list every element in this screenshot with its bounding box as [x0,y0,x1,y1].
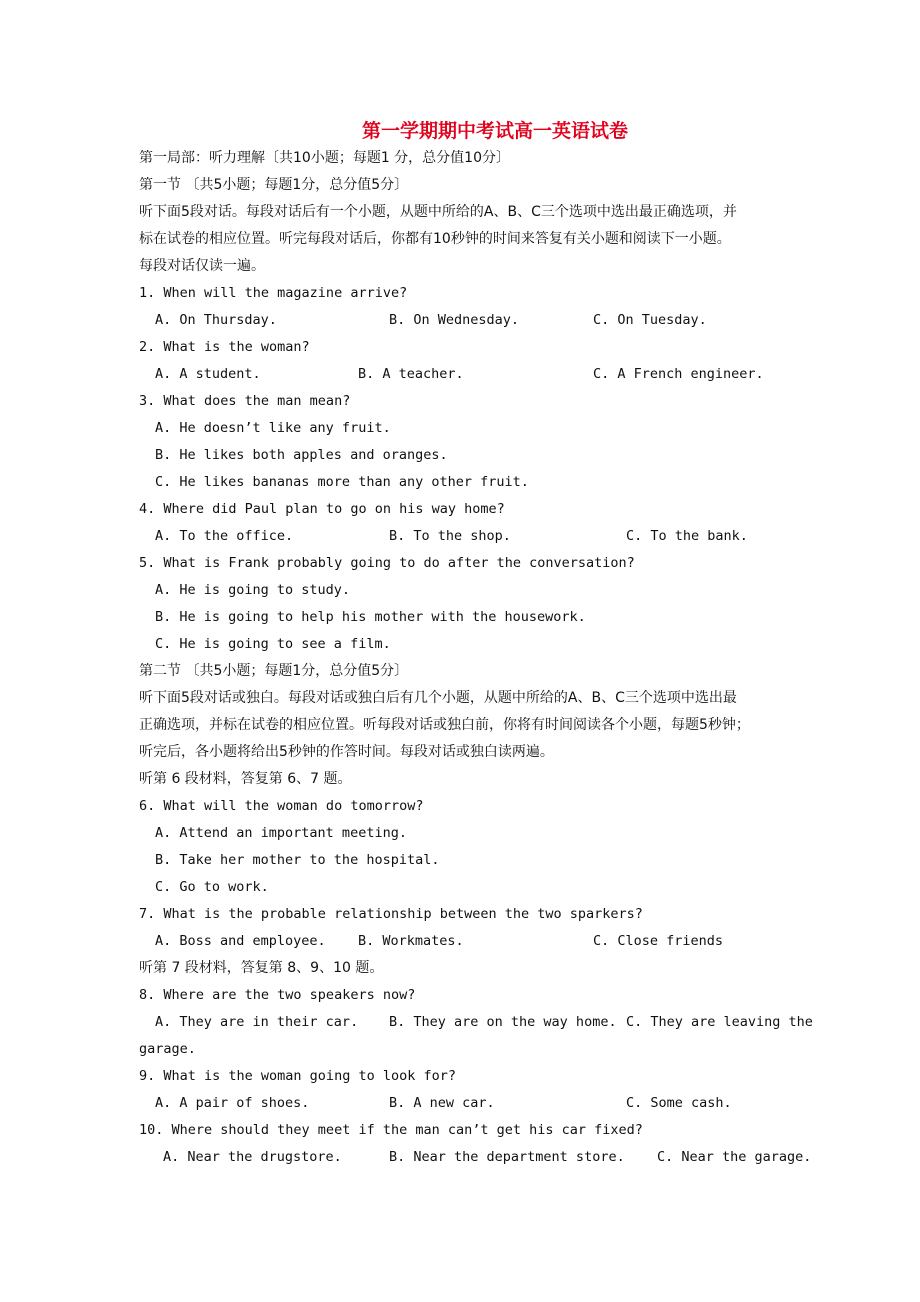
question-9-option-c: C. Some cash. [626,1095,732,1111]
section1-instruction: 听下面5段对话。每段对话后有一个小题，从题中所给的A、B、C三个选项中选出最正确选项，并 [139,204,737,220]
question-10-option-c: C. Near the garage. [657,1149,812,1165]
question-3-stem: 3. What does the man mean? [139,393,351,409]
question-4-stem: 4. Where did Paul plan to go on his way home? [139,501,505,517]
part1-header: 第一局部：听力理解〔共10小题；每题1 分，总分值10分〕 [139,150,510,166]
question-5-option-c: C. He is going to see a film. [155,636,391,652]
question-3-option-b: B. He likes both apples and oranges. [155,447,448,463]
section2-instruction: 正确选项，并标在试卷的相应位置。听每段对话或独白前，你将有时间阅读各个小题，每题5秒钟； [139,717,750,733]
question-1-option-a: A. On Thursday. [155,312,277,328]
question-10-stem: 10. Where should they meet if the man can’t get his car fixed? [139,1122,643,1138]
question-7-option-c: C. Close friends [593,933,724,949]
question-8-option-c: C. They are leaving the [626,1014,813,1030]
question-5-option-a: A. He is going to study. [155,582,351,598]
question-4-option-a: A. To the office. [155,528,294,544]
section1-header: 第一节 〔共5小题；每题1分，总分值5分〕 [139,177,409,193]
question-1-option-b: B. On Wednesday. [389,312,520,328]
question-8-option-a: A. They are in their car. [155,1014,359,1030]
question-10-option-b: B. Near the department store. [389,1149,625,1165]
section2-header: 第二节 〔共5小题；每题1分，总分值5分〕 [139,663,409,679]
question-1-option-c: C. On Tuesday. [593,312,707,328]
question-6-option-b: B. Take her mother to the hospital. [155,852,440,868]
material-6-7-label: 听第 6 段材料，答复第 6、7 题。 [139,771,352,787]
question-5-stem: 5. What is Frank probably going to do after the conversation? [139,555,635,571]
question-6-option-a: A. Attend an important meeting. [155,825,407,841]
question-3-option-a: A. He doesn’t like any fruit. [155,420,391,436]
question-2-option-a: A. A student. [155,366,261,382]
section1-instruction: 标在试卷的相应位置。听完每段对话后，你都有10秒钟的时间来答复有关小题和阅读下一小题。 [139,231,731,247]
question-4-option-b: B. To the shop. [389,528,511,544]
question-7-option-b: B. Workmates. [358,933,464,949]
question-7-stem: 7. What is the probable relationship between the two sparkers? [139,906,643,922]
question-8-option-c-continued: garage. [139,1041,196,1057]
question-2-option-c: C. A French engineer. [593,366,764,382]
material-8-10-label: 听第 7 段材料，答复第 8、9、10 题。 [139,960,384,976]
question-6-stem: 6. What will the woman do tomorrow? [139,798,424,814]
question-9-option-a: A. A pair of shoes. [155,1095,310,1111]
question-9-option-b: B. A new car. [389,1095,495,1111]
question-7-option-a: A. Boss and employee. [155,933,326,949]
question-2-stem: 2. What is the woman? [139,339,310,355]
question-8-option-b: B. They are on the way home. [389,1014,617,1030]
question-2-option-b: B. A teacher. [358,366,464,382]
question-6-option-c: C. Go to work. [155,879,269,895]
question-4-option-c: C. To the bank. [626,528,748,544]
question-10-option-a: A. Near the drugstore. [163,1149,342,1165]
exam-title: 第一学期期中考试高一英语试卷 [361,120,628,142]
section2-instruction: 听下面5段对话或独白。每段对话或独白后有几个小题，从题中所给的A、B、C三个选项中选出最 [139,690,737,706]
question-8-stem: 8. Where are the two speakers now? [139,987,416,1003]
question-9-stem: 9. What is the woman going to look for? [139,1068,456,1084]
question-5-option-b: B. He is going to help his mother with the housework. [155,609,586,625]
question-1-stem: 1. When will the magazine arrive? [139,285,408,301]
section1-instruction: 每段对话仅读一遍。 [139,258,265,274]
question-3-option-c: C. He likes bananas more than any other fruit. [155,474,529,490]
section2-instruction: 听完后，各小题将给出5秒钟的作答时间。每段对话或独白读两遍。 [139,744,554,760]
